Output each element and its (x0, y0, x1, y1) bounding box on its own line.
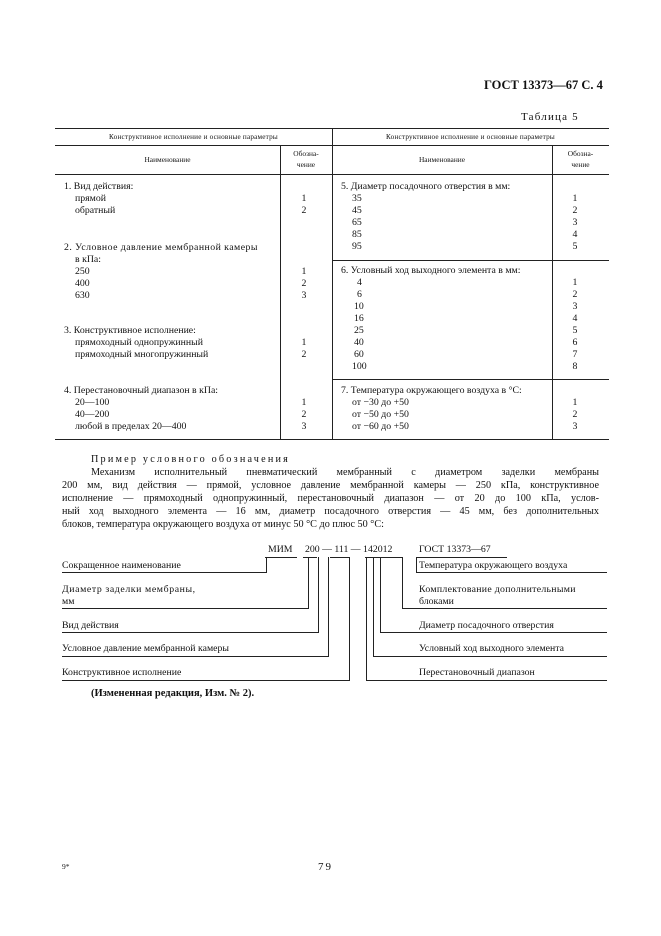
param-1-item: прямой (75, 193, 106, 204)
param-5-item: 85 (352, 229, 362, 240)
param-3-code: 1 (301, 337, 307, 348)
code-standard: ГОСТ 13373—67 (419, 544, 491, 555)
label-seat-diameter: Диаметр посадочного отверстия (419, 620, 554, 631)
left-code-header-1: Обозна- (293, 149, 319, 158)
param-2-code: 1 (301, 266, 307, 277)
param-5-item: 65 (352, 217, 362, 228)
example-line: исполнение — прямоходный однопружинный, перестановочный диапазон — от 20 до 100 кПа, услов- (62, 493, 599, 504)
footer-signature-mark: 9* (62, 862, 70, 871)
param-4-item: любой в пределах 20—400 (75, 421, 187, 432)
amendment-note: (Измененная редакция, Изм. № 2). (91, 688, 255, 699)
param-6-item: 60 (354, 349, 364, 360)
param-4-code: 3 (301, 421, 307, 432)
example-line: 200 мм, вид действия — прямой, условное давление мембранной камеры — 250 кПа, конструктивное (62, 480, 599, 491)
param-6-item: 4 (357, 277, 362, 288)
param-5-item: 45 (352, 205, 362, 216)
label-membrane-diameter: Диаметр заделки мембраны, (62, 584, 196, 595)
param-6-code: 6 (572, 337, 578, 348)
param-2-item: 630 (75, 290, 90, 301)
param-7-item: от −60 до +50 (352, 421, 409, 432)
left-code-header-2: чение (296, 160, 316, 169)
example-line: ный ход выходного элемента — 16 мм, диаметр посадочного отверстия — 45 мм, без дополнительных (62, 506, 599, 517)
param-6-title: 6. Условный ход выходного элемента в мм: (341, 265, 521, 276)
example-heading: Пример условного обозначения (91, 454, 291, 465)
code-body: 200 — 111 — 142012 (305, 544, 393, 555)
param-3-code: 2 (301, 349, 307, 360)
param-7-code: 3 (572, 421, 578, 432)
param-1-code: 2 (301, 205, 307, 216)
param-5-title: 5. Диаметр посадочного отверстия в мм: (341, 181, 511, 192)
param-2-title-cont: в кПа: (75, 254, 101, 265)
param-4-item: 20—100 (75, 397, 110, 408)
param-1-code: 1 (301, 193, 307, 204)
param-7-code: 2 (572, 409, 578, 420)
param-2-code: 3 (301, 290, 307, 301)
param-3-item: прямоходный многопружинный (75, 349, 209, 360)
param-5-code: 4 (572, 229, 578, 240)
param-5-item: 35 (352, 193, 362, 204)
table-caption: Таблица 5 (521, 111, 579, 123)
param-6-code: 7 (572, 349, 578, 360)
param-5-code: 5 (572, 241, 578, 252)
param-7-item: от −30 до +50 (352, 397, 409, 408)
param-4-code: 2 (301, 409, 307, 420)
example-line: Механизм исполнительный пневматический мембранный с диаметром заделки мембраны (91, 467, 599, 478)
param-6-code: 4 (572, 313, 578, 324)
param-2-code: 2 (301, 278, 307, 289)
param-6-code: 8 (572, 361, 578, 372)
param-7-code: 1 (572, 397, 578, 408)
param-5-code: 1 (572, 193, 578, 204)
right-code-header-2: чение (571, 160, 590, 169)
param-6-item: 100 (352, 361, 367, 372)
label-construction: Конструктивное исполнение (62, 667, 182, 678)
param-5-item: 95 (352, 241, 362, 252)
param-2-item: 250 (75, 266, 90, 277)
page-header-title: ГОСТ 13373—67 С. 4 (484, 78, 603, 92)
right-name-header: Наименование (418, 155, 466, 164)
label-air-temperature: Температура окружающего воздуха (419, 560, 568, 571)
label-action-type: Вид действия (62, 620, 119, 631)
param-1-item: обратный (75, 205, 116, 216)
param-7-title: 7. Температура окружающего воздуха в °С: (341, 385, 522, 396)
param-3-item: прямоходный однопружинный (75, 337, 203, 348)
param-3-title: 3. Конструктивное исполнение: (64, 325, 196, 336)
param-5-code: 3 (572, 217, 578, 228)
param-6-code: 1 (572, 277, 578, 288)
param-7-item: от −50 до +50 (352, 409, 409, 420)
param-6-item: 16 (354, 313, 364, 324)
label-extra-blocks: Комплектование дополнительными (419, 584, 576, 595)
param-4-title: 4. Перестановочный диапазон в кПа: (64, 385, 219, 396)
label-stroke: Условный ход выходного элемента (419, 643, 565, 654)
label-pressure: Условное давление мембранной камеры (62, 643, 229, 654)
label-extra-blocks-cont: блоками (419, 596, 454, 607)
left-group-header: Конструктивное исполнение и основные параметры (109, 133, 278, 141)
param-6-item: 25 (354, 325, 364, 336)
right-code-header-1: Обозна- (567, 149, 594, 158)
code-prefix: МИМ (268, 544, 293, 555)
param-6-code: 2 (572, 289, 578, 300)
param-4-code: 1 (301, 397, 307, 408)
param-5-code: 2 (572, 205, 578, 216)
label-short-name: Сокращенное наименование (62, 560, 181, 571)
param-6-code: 3 (572, 301, 578, 312)
right-group-header: Конструктивное исполнение и основные параметры (386, 133, 555, 141)
param-6-item: 6 (357, 289, 362, 300)
label-adjust-range: Перестановочный диапазон (419, 667, 535, 678)
param-2-title: 2. Условное давление мембранной камеры (64, 242, 258, 253)
param-4-item: 40—200 (75, 409, 110, 420)
example-line: блоков, температура окружающего воздуха от минус 50 °С до плюс 50 °С: (62, 519, 384, 530)
param-6-item: 10 (354, 301, 364, 312)
param-6-item: 40 (354, 337, 364, 348)
param-1-title: 1. Вид действия: (64, 181, 134, 192)
param-6-code: 5 (572, 325, 578, 336)
page-number: 79 (318, 861, 333, 873)
label-membrane-diameter-unit: мм (62, 596, 75, 607)
param-2-item: 400 (75, 278, 90, 289)
left-name-header: Наименование (144, 155, 191, 164)
